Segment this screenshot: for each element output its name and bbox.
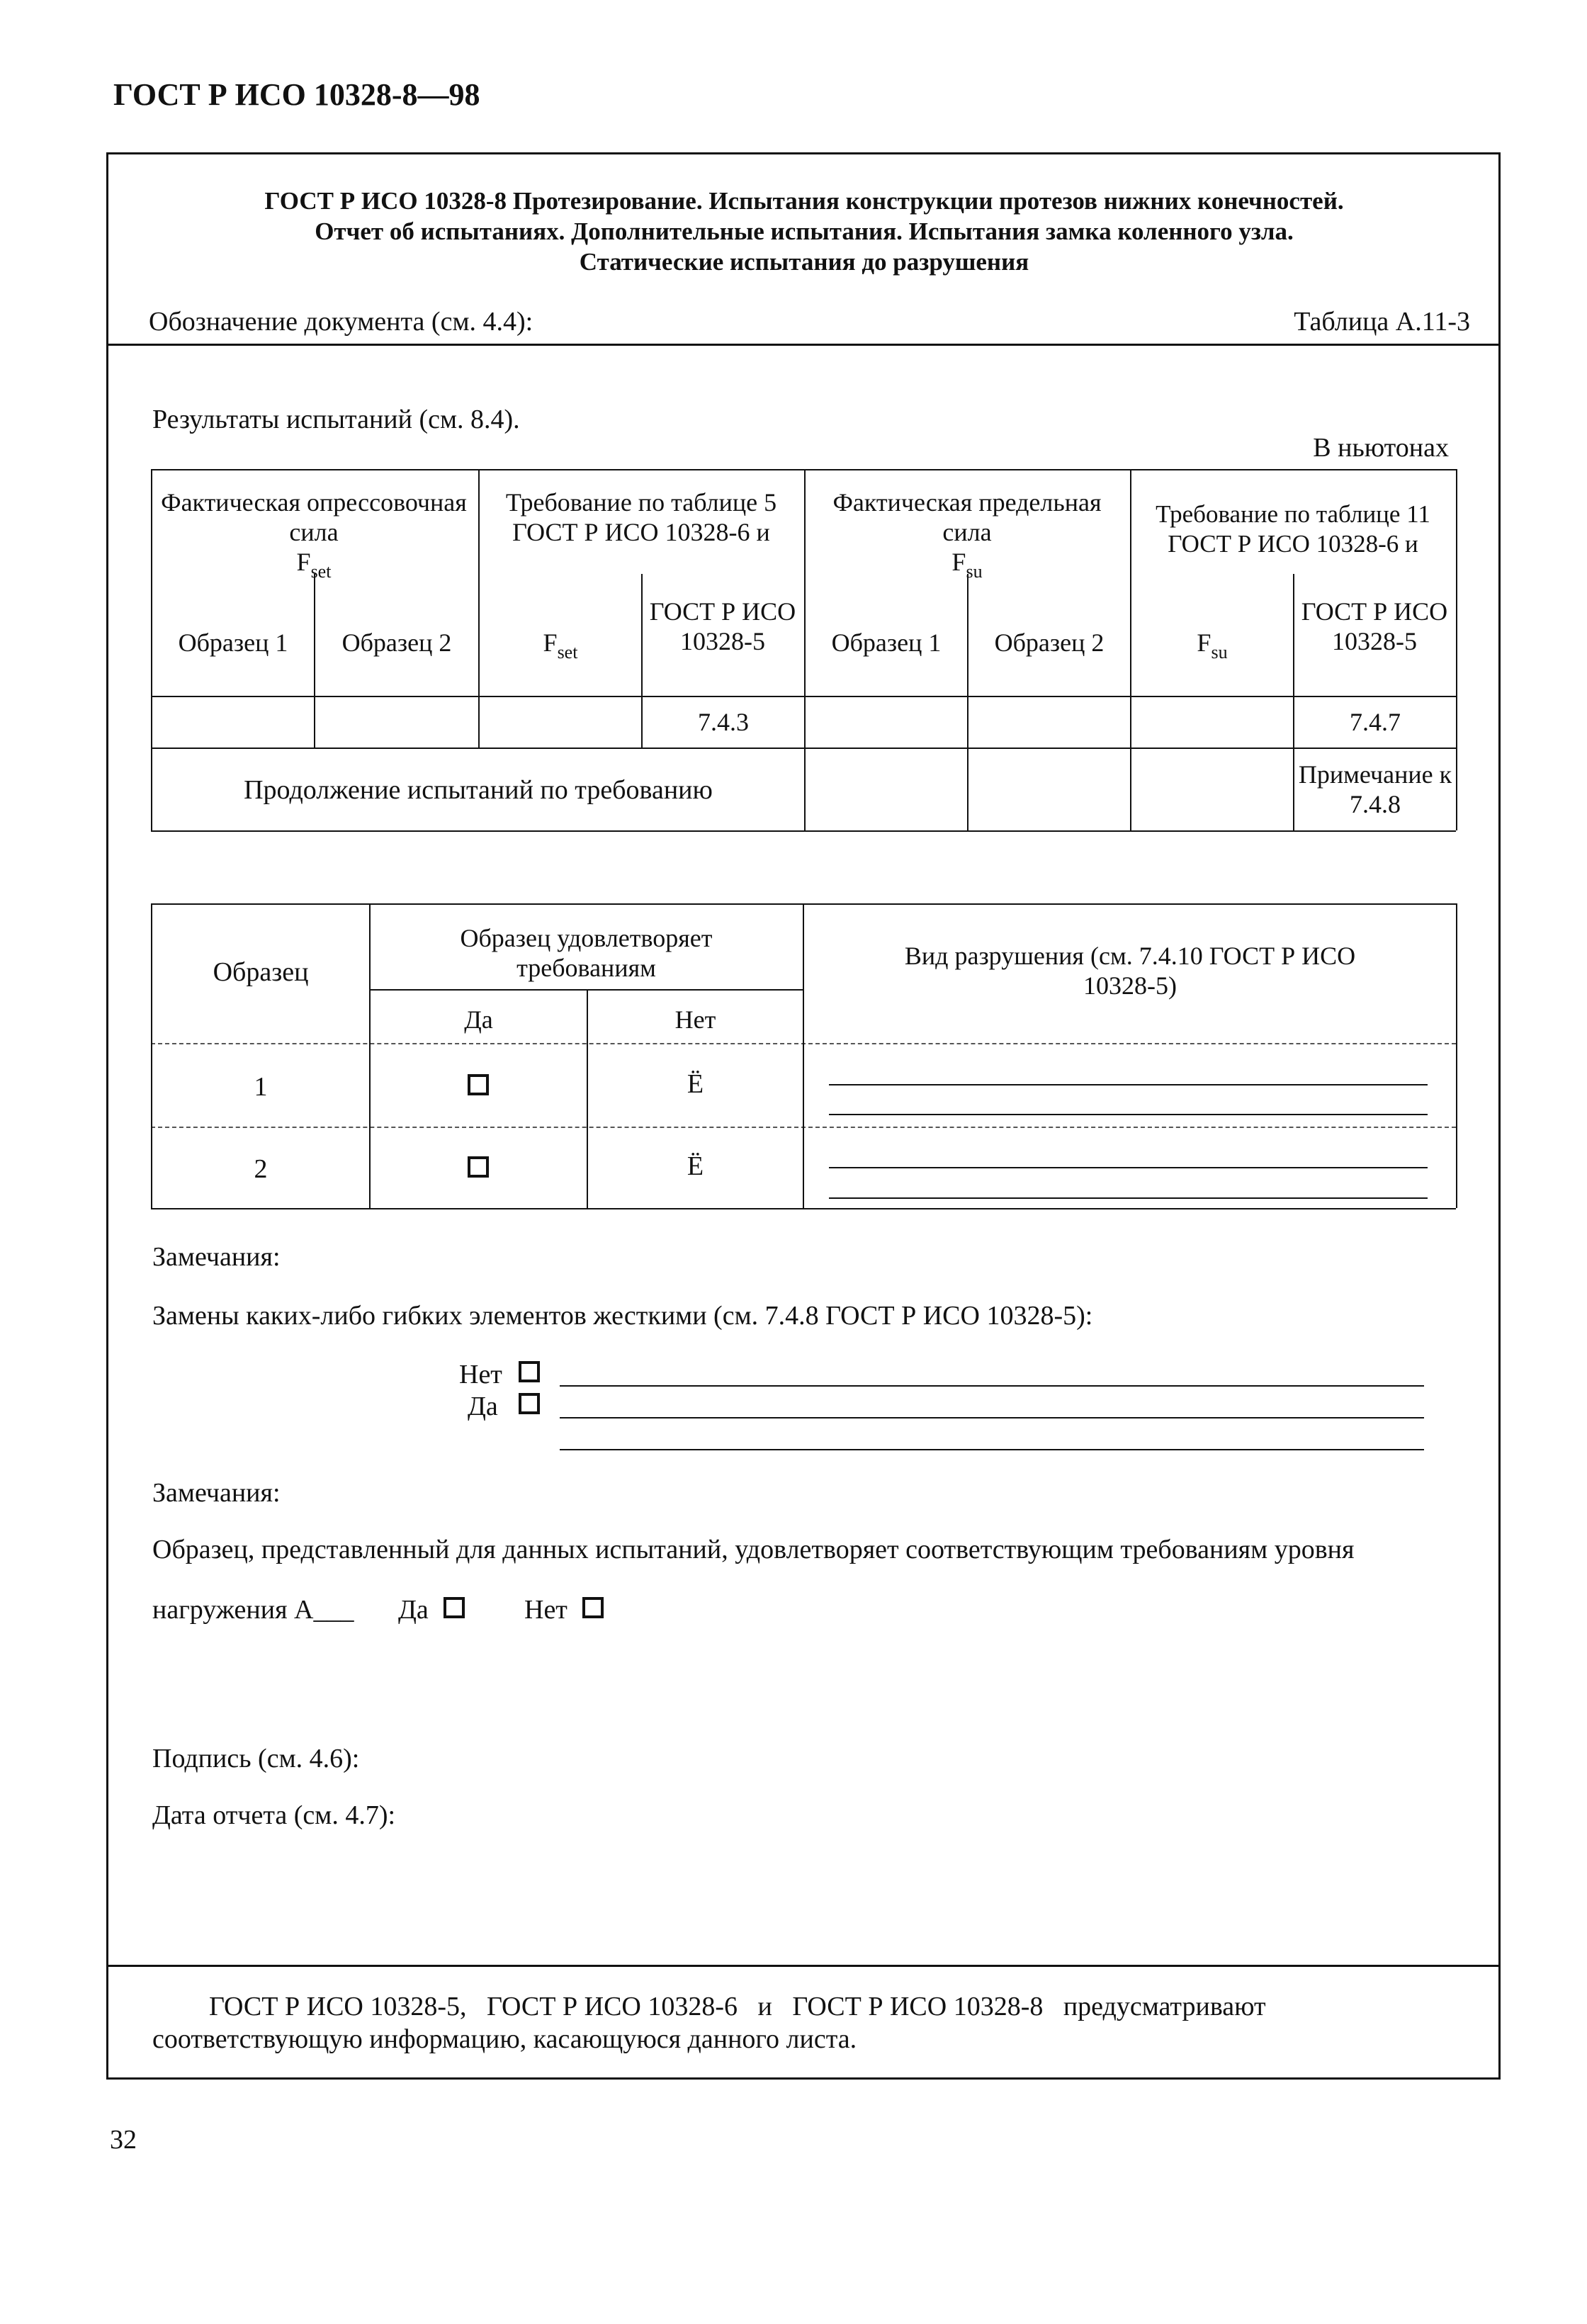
conclusion-no-label: Нет — [524, 1595, 567, 1625]
rt-v1 — [314, 574, 315, 748]
ct-row2-no-mark[interactable]: Ё — [687, 1151, 704, 1181]
units-label: В ньютонах — [1313, 433, 1449, 463]
replacement-no-line[interactable] — [560, 1385, 1424, 1387]
ct-row2-line2[interactable] — [829, 1197, 1428, 1199]
replacement-yes-checkbox[interactable] — [519, 1393, 540, 1414]
rt-top — [151, 469, 1456, 470]
page-header: ГОСТ Р ИСО 10328-8—98 — [113, 77, 480, 112]
report-date-label: Дата отчета (см. 4.7): — [152, 1800, 396, 1830]
ct-v3 — [803, 903, 804, 1208]
footer-divider — [106, 1965, 1501, 1967]
rt-v5 — [967, 574, 968, 830]
form-title-line3: Статические испытания до разрушения — [579, 248, 1029, 276]
replacement-question: Замены каких-либо гибких элементов жесткими (см. 7.4.8 ГОСТ Р ИСО 10328-5): — [152, 1301, 1093, 1331]
ct-v1 — [369, 903, 371, 1208]
replacement-no-checkbox[interactable] — [519, 1361, 540, 1382]
ct-row1-no-mark[interactable]: Ё — [687, 1069, 704, 1099]
doc-designation: Обозначение документа (см. 4.4): — [149, 307, 533, 337]
rt-clause-747: 7.4.7 — [1350, 708, 1401, 736]
rt-actual-ultimate-header — [811, 487, 1123, 580]
ct-v4 — [1456, 903, 1457, 1208]
form-title-line1: ГОСТ Р ИСО 10328-8 Протезирование. Испытания конструкции протезов нижних конечностей. — [264, 187, 1344, 215]
rt-fsu-header: $F_{su}$ — [1197, 628, 1228, 662]
ct-row1-line2[interactable] — [829, 1114, 1428, 1115]
rt-actual-ultimate-label: Фактическая предельная сила — [832, 488, 1102, 546]
rt-row2 — [151, 696, 1456, 697]
rt-fset-symbol: $F_{set}$ — [296, 548, 332, 582]
results-label: Результаты испытаний (см. 8.4). — [152, 405, 520, 434]
rt-sample1-header: Образец 1 — [178, 628, 288, 657]
rt-sample1-header-b: Образец 1 — [831, 628, 942, 657]
page-number: 32 — [110, 2125, 137, 2155]
ct-row2-line1[interactable] — [829, 1167, 1428, 1168]
rt-gost5-header-a: ГОСТ Р ИСО 10328-5 — [649, 597, 796, 655]
replacement-no-label: Нет — [459, 1360, 502, 1389]
rt-v2 — [478, 469, 480, 748]
rt-fsu-symbol: $F_{su}$ — [951, 548, 983, 582]
ct-subhead — [369, 989, 803, 991]
conclusion-load-level: нагружения А___ — [152, 1595, 354, 1625]
ct-meets-header: Образец удовлетворяет требованиям — [460, 924, 713, 982]
title-divider — [106, 344, 1501, 346]
footer-line-2: соответствующую информацию, касающуюся данного листа. — [152, 2024, 857, 2054]
ct-row2-yes-checkbox[interactable] — [468, 1156, 489, 1178]
signature-label: Подпись (см. 4.6): — [152, 1744, 360, 1773]
replacement-yes-label: Да — [468, 1392, 498, 1421]
conclusion-yes-label: Да — [398, 1595, 429, 1625]
form-title — [142, 186, 1467, 277]
remarks-label-1: Замечания: — [152, 1242, 281, 1272]
ct-yes-header: Да — [464, 1005, 493, 1034]
rt-actual-preload-label: Фактическая опрессовочная сила — [161, 488, 467, 546]
ct-no-header: Нет — [674, 1005, 716, 1034]
rt-sample2-header-b: Образец 2 — [994, 628, 1105, 657]
ct-sample-header: Образец — [213, 957, 309, 987]
rt-actual-preload-header — [158, 487, 470, 580]
rt-clause-743: 7.4.3 — [698, 708, 749, 736]
replacement-yes-line[interactable] — [560, 1417, 1424, 1418]
conclusion-text: Образец, представленный для данных испытаний, удовлетворяет соответствующим требованиям уровня — [152, 1535, 1355, 1564]
rt-requirement-table11-header: Требование по таблице 11 ГОСТ Р ИСО 10328-6 и — [1156, 500, 1430, 558]
ct-failure-header: Вид разрушения (см. 7.4.10 ГОСТ Р ИСО 10328-5) — [904, 942, 1356, 1000]
rt-continuation-label: Продолжение испытаний по требованию — [244, 775, 713, 805]
rt-sample2-header: Образец 2 — [341, 628, 452, 657]
rt-gost5-header-b: ГОСТ Р ИСО 10328-5 — [1301, 597, 1448, 655]
ct-row1-number: 1 — [254, 1072, 268, 1102]
rt-v8 — [1456, 469, 1457, 830]
rt-row3 — [151, 748, 1456, 749]
replacement-extra-line[interactable] — [560, 1449, 1424, 1450]
ct-row2-number: 2 — [254, 1154, 268, 1184]
rt-bottom — [151, 830, 1456, 832]
ct-row1-line1[interactable] — [829, 1084, 1428, 1085]
rt-requirement-table5-header: Требование по таблице 5 ГОСТ Р ИСО 10328-6 и — [505, 488, 777, 546]
rt-fset-header: $F_{set}$ — [543, 628, 578, 662]
rt-note-748: Примечание к 7.4.8 — [1298, 760, 1452, 818]
form-title-line2: Отчет об испытаниях. Дополнительные испытания. Испытания замка коленного узла. — [315, 218, 1294, 245]
table-number: Таблица А.11-3 — [1294, 307, 1470, 337]
ct-bottom — [151, 1208, 1456, 1209]
remarks-label-2: Замечания: — [152, 1478, 281, 1508]
conclusion-no-checkbox[interactable] — [582, 1597, 604, 1618]
footer-line-1: ГОСТ Р ИСО 10328-5, ГОСТ Р ИСО 10328-6 и ГОСТ Р ИСО 10328-8 предусматривают — [209, 1992, 1266, 2021]
ct-row1-yes-checkbox[interactable] — [468, 1074, 489, 1095]
conclusion-yes-checkbox[interactable] — [444, 1597, 465, 1618]
